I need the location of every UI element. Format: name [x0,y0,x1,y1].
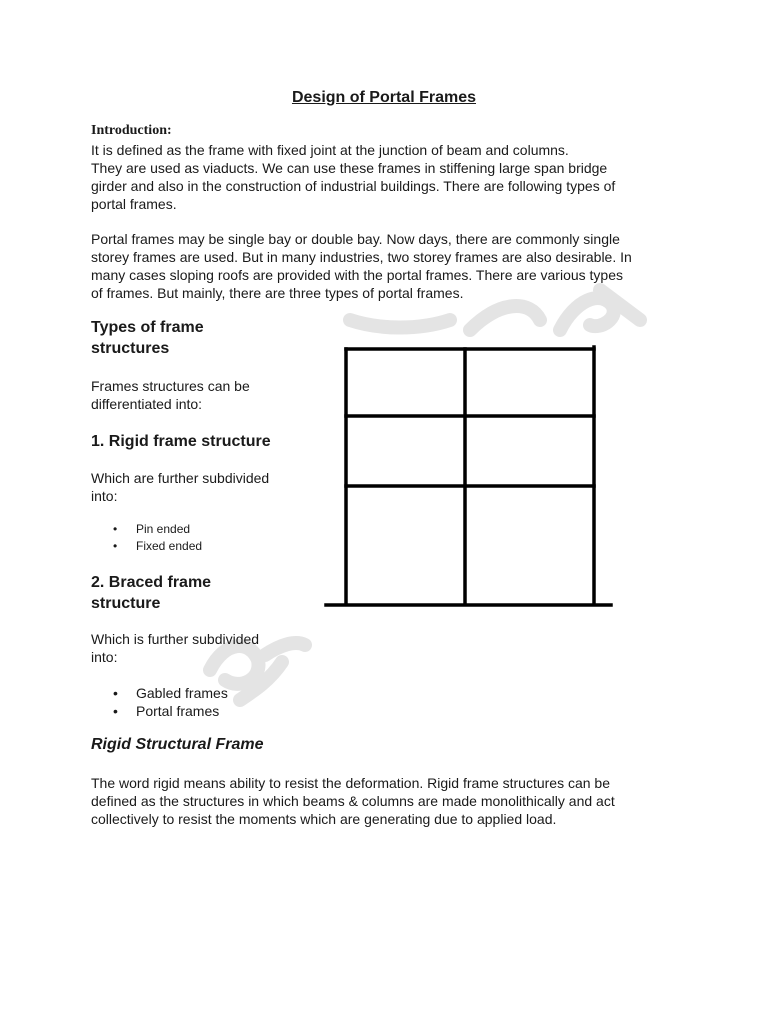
list-item: • Fixed ended [91,538,202,555]
types-intro-line: differentiated into: [91,396,203,412]
intro-line: They are used as viaducts. We can use these frames in stiffening large span bridge [91,160,608,176]
frame-diagram [320,340,620,615]
list-item: • Gabled frames [91,684,228,702]
rigid-sub-line: into: [91,488,118,504]
types-heading-line: Types of frame [91,319,204,336]
rigid-subdivided-text [91,469,269,505]
paragraph-line: defined as the structures in which beams & columns are made monolithically and act [91,793,615,809]
braced-subdivided-text [91,630,259,666]
rigid-sub-line: Which are further subdivided [91,470,270,486]
types-intro-line: Frames structures can be [91,378,250,394]
braced-types-list [91,684,228,720]
paragraph-line: collectively to resist the moments which are generating due to applied load. [91,811,557,827]
rigid-structural-frame-heading: Rigid Structural Frame [91,736,264,753]
braced-heading-line: 2. Braced frame [91,574,212,591]
paragraph-line: storey frames are used. But in many industries, two storey frames are also desirable. In [91,249,632,265]
paragraph-line: The word rigid means ability to resist the deformation. Rigid frame structures can be [91,775,611,791]
types-heading-line: structures [91,340,170,357]
intro-line: girder and also in the construction of industrial buildings. There are following types of [91,178,616,194]
introduction-heading: Introduction: [91,123,172,138]
braced-frame-heading [91,572,211,614]
types-heading [91,317,204,359]
paragraph-line: many cases sloping roofs are provided with the portal frames. There are various types [91,267,623,283]
intro-line: portal frames. [91,196,177,212]
list-item: • Pin ended [91,521,202,538]
types-intro [91,377,250,413]
intro-line: It is defined as the frame with fixed joint at the junction of beam and columns. [91,142,569,158]
paragraph-line: of frames. But mainly, there are three types of portal frames. [91,285,464,301]
paragraph-line: Portal frames may be single bay or double bay. Now days, there are commonly single [91,231,620,247]
rigid-structural-paragraph [91,774,671,828]
list-item: • Portal frames [91,702,228,720]
portal-frames-paragraph [91,230,671,302]
rigid-types-list [91,521,202,555]
braced-heading-line: structure [91,595,161,612]
braced-sub-line: Which is further subdivided [91,631,260,647]
braced-sub-line: into: [91,649,118,665]
page-title: Design of Portal Frames [291,89,477,106]
intro-paragraph [91,141,671,213]
rigid-frame-heading: 1. Rigid frame structure [91,433,271,450]
